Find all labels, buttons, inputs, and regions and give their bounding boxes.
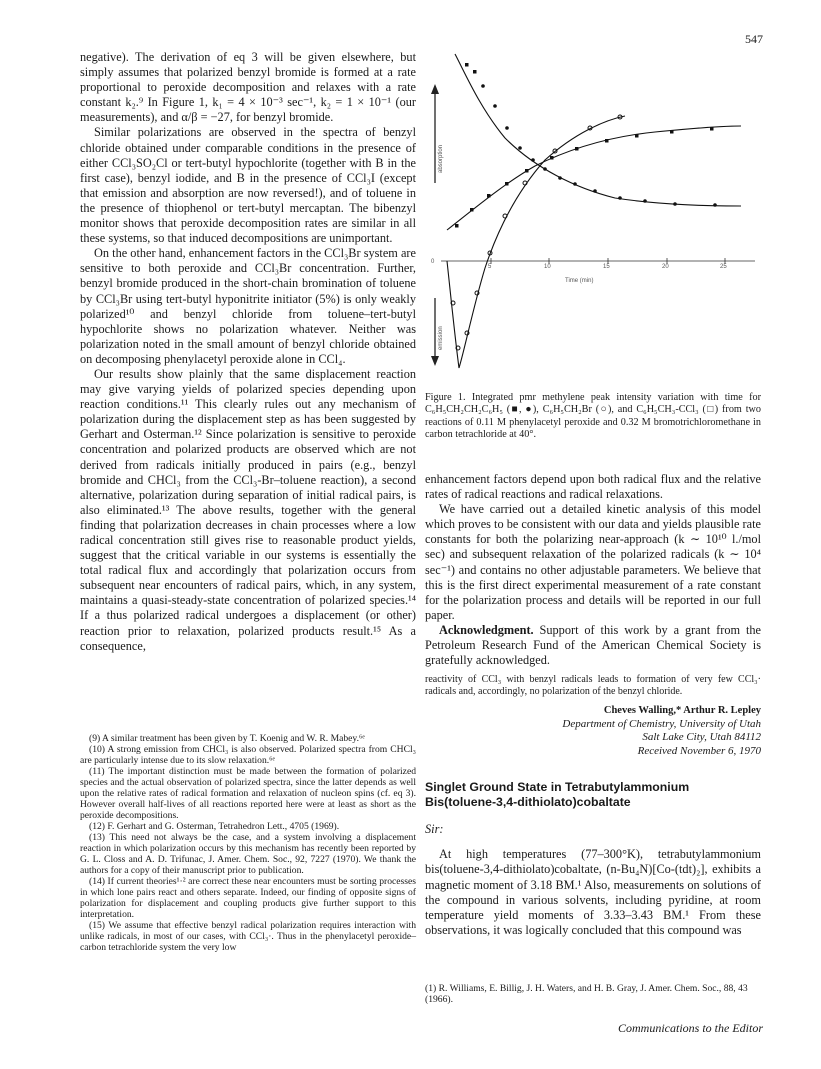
footnote: (10) A strong emission from CHCl₃ is also observed. Polarized spectra from CHCl₃ are particularly intense due to its slow relaxation.⁶ᵉ: [80, 744, 416, 766]
x-tick-20: 20: [662, 264, 669, 270]
footnote-continuation: reactivity of CCl₃ with benzyl radicals leads to formation of very few CCl₃· radicals and, accordingly, no polarization of the benzyl chloride.: [425, 674, 761, 698]
footnote: (1) R. Williams, E. Billig, J. H. Waters, and H. B. Gray, J. Amer. Chem. Soc., 88, 43 (1966).: [425, 983, 748, 1005]
x-tick-25: 25: [720, 264, 727, 270]
curve-bibenzyl: [447, 126, 741, 230]
zero-label: 0: [431, 259, 435, 265]
footnote: (15) We assume that effective benzyl radical polarization requires interaction with unlike radicals, in most of our cases, with CCl₃·. Thus in the phenylacetyl peroxide–carbon tetrachloride system the very low: [80, 920, 416, 953]
footnote: (9) A similar treatment has been given by T. Koenig and W. R. Mabey.⁶ᵉ: [89, 733, 365, 744]
ack-title: Acknowledgment.: [439, 622, 534, 637]
curve-benzyl-bromide: [455, 54, 741, 206]
article-title-line2: Bis(toluene-3,4-dithiolato)cobaltate: [425, 795, 631, 810]
article-title: [425, 780, 761, 810]
arrow-head-icon: [431, 84, 439, 94]
paragraph: At high temperatures (77–300°K), tetrabutylammonium bis(toluene-3,4-dithiolato)cobaltate, (n-Bu₄N)[Co-(tdt)₂], exhibits a magnetic moment of 3.18 BM.¹ Also, measurements on solutions of the compound in various solvents, including pyridine, at room temperature yield moments of 3.33–3.43 BM.¹ From these observations, it was logically concluded that this compound was: [425, 847, 761, 937]
curve-emission: [447, 116, 625, 368]
running-footer: Communications to the Editor: [618, 1021, 763, 1035]
paragraph: enhancement factors depend upon both radical flux and the relative rates of radical reactions and radical relaxations.: [425, 472, 761, 502]
y-label-absorption: absorption: [438, 144, 444, 173]
paragraph: We have carried out a detailed kinetic analysis of this model which proves to be consistent with our data and yields plausible rate constants for both the polarizing near-approach (k ∼ 10¹⁰ l./mol sec) and subsequent relaxation of the polarized radicals (k ∼ 10⁴ sec⁻¹) and contains no other adjustable parameters. We believe that this is the first direct experimental measurement of a rate constant for the polarization process and details will be reported in our full paper.: [425, 502, 761, 622]
arrow-head-icon: [431, 356, 439, 366]
footnote: (13) This need not always be the case, and a system involving a displacement reaction in which polarization occurs by this mechanism has recently been reported by G. L. Closs and A. D. Trifunac, J. Amer. Chem. Soc., 92, 7227 (1970). We thank the authors for a copy of their manuscript prior to publication.: [80, 832, 416, 876]
authors: Cheves Walling,* Arthur R. Lepley: [603, 705, 761, 717]
footnote: (11) The important distinction must be made between the formation of polarized species and the actual observation of polarized spectra, since the latter depends as well upon the relative rates of radical formation and relaxation of nucleon spins (cf. eq 3). However overall half-lives of all reactions reported here were at least as short as the peroxide decompositions.: [80, 766, 416, 821]
x-tick-15: 15: [603, 264, 610, 270]
article-title-line1: Singlet Ground State in Tetrabutylammonium: [425, 780, 690, 795]
paragraph: On the other hand, enhancement factors in the CCl₃Br system are sensitive to both peroxide and CCl₃Br concentration. Further, benzyl bromide produced in the short-chain bromination of toluene by CCl₃Br using tert-butyl hyponitrite initiator (5%) is only weakly polarized¹⁰ and benzyl chloride from toluene–tert-butyl hypochlorite shows no polarization whatever. Neither was polarization noted in the small amount of benzyl chloride obtained on decomposing phenylacetyl peroxide alone in CCl₄.: [80, 246, 416, 366]
ack-text: Support of this work by a grant from the Petroleum Research Fund of the American Chemical Society is gratefully acknowledged.: [425, 622, 761, 668]
figure-caption: Figure 1. Integrated pmr methylene peak intensity variation with time for C₆H₅CH₂CH₂C₆H₅ (■, ●), C₆H₅CH₂Br (○), and C₆H₅CH₃-CCl₃ (□) from two reactions of 0.11 M phenylacetyl peroxide and 0.32 M bromotrichloromethane in carbon tetrachloride at 40°.: [425, 392, 761, 440]
signature-block: [425, 704, 761, 758]
figure-1: [425, 48, 761, 393]
paragraph: negative). The derivation of eq 3 will be given elsewhere, but simply assumes that polarized benzyl bromide is formed at a rate proportional to peroxide decomposition and relaxes with a rate constant k₂.⁹ In Figure 1, k₁ = 4 × 10⁻³ sec⁻¹, k₂ = 1 × 10⁻¹ (our measurements), and α/β = −27, for benzyl bromide.: [80, 50, 416, 125]
y-label-emission: emission: [438, 326, 444, 350]
left-column: [80, 50, 416, 654]
acknowledgment: [425, 623, 761, 668]
paragraph: Our results show plainly that the same displacement reaction may give varying yields of polarized species depending upon reaction conditions.¹¹ This clearly rules out any mechanism of polarization during the displacement step as has been suggested by Gerhart and Osterman.¹² Since polarization is sensitive to peroxide concentration and polarized products are observed which are not derived from radicals initially produced in pairs (e.g., benzyl bromide and CHCl₃ from the CCl₃-Br–toluene reaction), a second alternative, polarization during separation of initial radical pairs, is also eliminated.¹³ The above results, together with the general finding that polarization decreases in chain processes where a low radical concentration still gives rise to reasonable product yields, suggest that the critical variable in our systems is essentially the total radical flux and accordingly that polarization occurs from subsequent near encounters of radical pairs, which, in any system, maintains a quasi-steady-state concentration of polarized species.¹⁴ If a thus polarized radical undergoes a displacement (or other) reaction prior to relaxation, polarized products result.¹⁵ As a consequence,: [80, 366, 416, 653]
received-date: Received November 6, 1970: [637, 744, 761, 757]
footnotes: [80, 733, 416, 953]
footnote: (12) F. Gerhart and G. Osterman, Tetrahedron Lett., 4705 (1969).: [89, 821, 340, 832]
x-tick-5: 5: [488, 264, 492, 270]
x-tick-10: 10: [544, 264, 551, 270]
footnote: (14) If current theories¹·² are correct these near encounters must be sorting processes in which lone pairs react and others separate. Indeed, our finding of opposite signs of polarization for displacement and coupling products give further support to this interpretation.: [80, 876, 416, 920]
figure-plot: [425, 48, 761, 393]
salutation: Sir:: [425, 822, 444, 837]
affiliation-dept: Department of Chemistry, University of Utah: [562, 717, 761, 730]
right-column: [425, 472, 761, 938]
paragraph: Similar polarizations are observed in the spectra of benzyl chloride obtained under comparable conditions in the presence of either CCl₃SO₂Cl or tert-butyl hypochlorite (together with B in the first case), benzyl iodide, and B in the presence of CCl₃I (except that emission and absorption are now reversed!), and of toluene in the presence of thiophenol or tert-butyl mercaptan. The bibenzyl monitor shows that peroxide decomposition rates are similar in all these systems, so that induced decompositions are unimportant.: [80, 125, 416, 246]
x-axis-label: Time (min): [565, 278, 594, 284]
affiliation-city: Salt Lake City, Utah 84112: [642, 731, 761, 744]
data-points: [451, 63, 717, 350]
page-number: 547: [745, 32, 763, 46]
